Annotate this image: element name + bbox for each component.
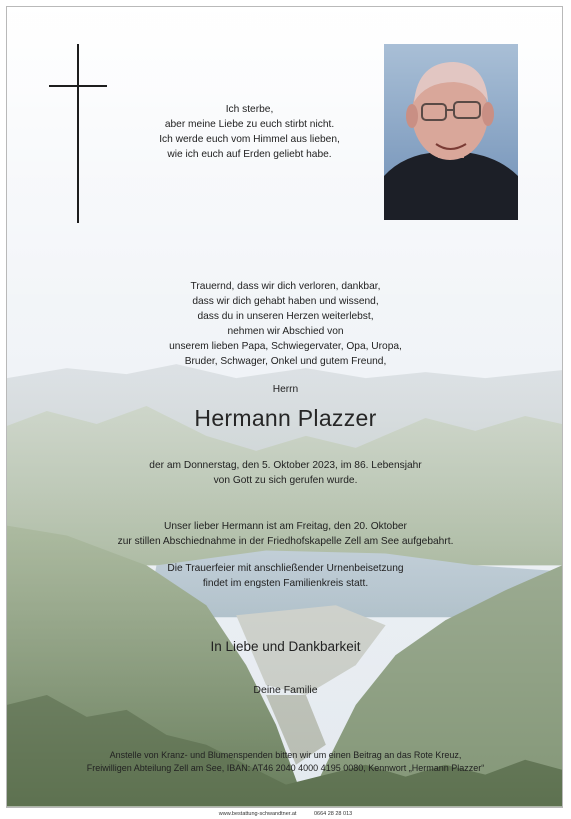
verse-line: wie ich euch auf Erden geliebt habe. bbox=[167, 149, 332, 160]
intro-line: unserem lieben Papa, Schwiegervater, Opa, Uropa, bbox=[169, 341, 402, 352]
death-line: von Gott zu sich gerufen wurde. bbox=[213, 475, 358, 486]
funeral-line: Die Trauerfeier mit anschließender Urnenbeisetzung bbox=[167, 563, 404, 574]
verse-line: Ich sterbe, bbox=[225, 104, 274, 115]
verse-line: aber meine Liebe zu euch stirbt nicht. bbox=[164, 119, 335, 130]
family-signature: Deine Familie bbox=[253, 684, 318, 696]
verse-text bbox=[137, 102, 362, 162]
donation-line: Freiwilligen Abteilung Zell am See, IBAN: AT46 2040 4000 4195 0080, Kennwort „Hermann Plazzer“ bbox=[86, 763, 485, 773]
cross-icon bbox=[77, 44, 79, 223]
death-line: der am Donnerstag, den 5. Oktober 2023, im 86. Lebensjahr bbox=[149, 460, 422, 471]
intro-line: dass wir dich gehabt haben und wissend, bbox=[192, 296, 379, 307]
intro-line: dass du in unseren Herzen weiterlebst, bbox=[197, 311, 374, 322]
funeral-line: findet im engsten Familienkreis statt. bbox=[202, 578, 369, 589]
footer-phone: 0664 28 28 013 bbox=[313, 811, 353, 817]
donation-line: Anstelle von Kranz- und Blumenspenden bitten wir um einen Beitrag an das Rote Kreuz, bbox=[109, 750, 462, 760]
intro-line: nehmen wir Abschied von bbox=[227, 326, 344, 337]
portrait-photo bbox=[384, 44, 518, 220]
footer-website[interactable]: www.bestattung-schwandtner.at bbox=[218, 811, 297, 817]
laid-out-line: zur stillen Abschiednahme in der Friedhofskapelle Zell am See aufgebahrt. bbox=[117, 536, 454, 547]
cross-icon-bar bbox=[49, 85, 107, 87]
death-notice bbox=[7, 458, 563, 488]
footer bbox=[0, 810, 571, 818]
deceased-name: Hermann Plazzer bbox=[194, 405, 377, 431]
intro-line: Bruder, Schwager, Onkel und gutem Freund, bbox=[184, 356, 387, 367]
verse-line: Ich werde euch vom Himmel aus lieben, bbox=[159, 134, 340, 145]
funeral-notice bbox=[7, 561, 563, 591]
intro-line: Trauernd, dass wir dich verloren, dankbar, bbox=[190, 281, 381, 292]
parte-card bbox=[6, 6, 563, 808]
donation-notice bbox=[7, 749, 563, 775]
salutation: Herrn bbox=[272, 384, 299, 395]
laid-out-line: Unser lieber Hermann ist am Freitag, den 20. Oktober bbox=[164, 521, 407, 532]
closing-phrase: In Liebe und Dankbarkeit bbox=[210, 639, 361, 654]
intro-text bbox=[7, 279, 563, 369]
laid-out-notice bbox=[7, 519, 563, 549]
